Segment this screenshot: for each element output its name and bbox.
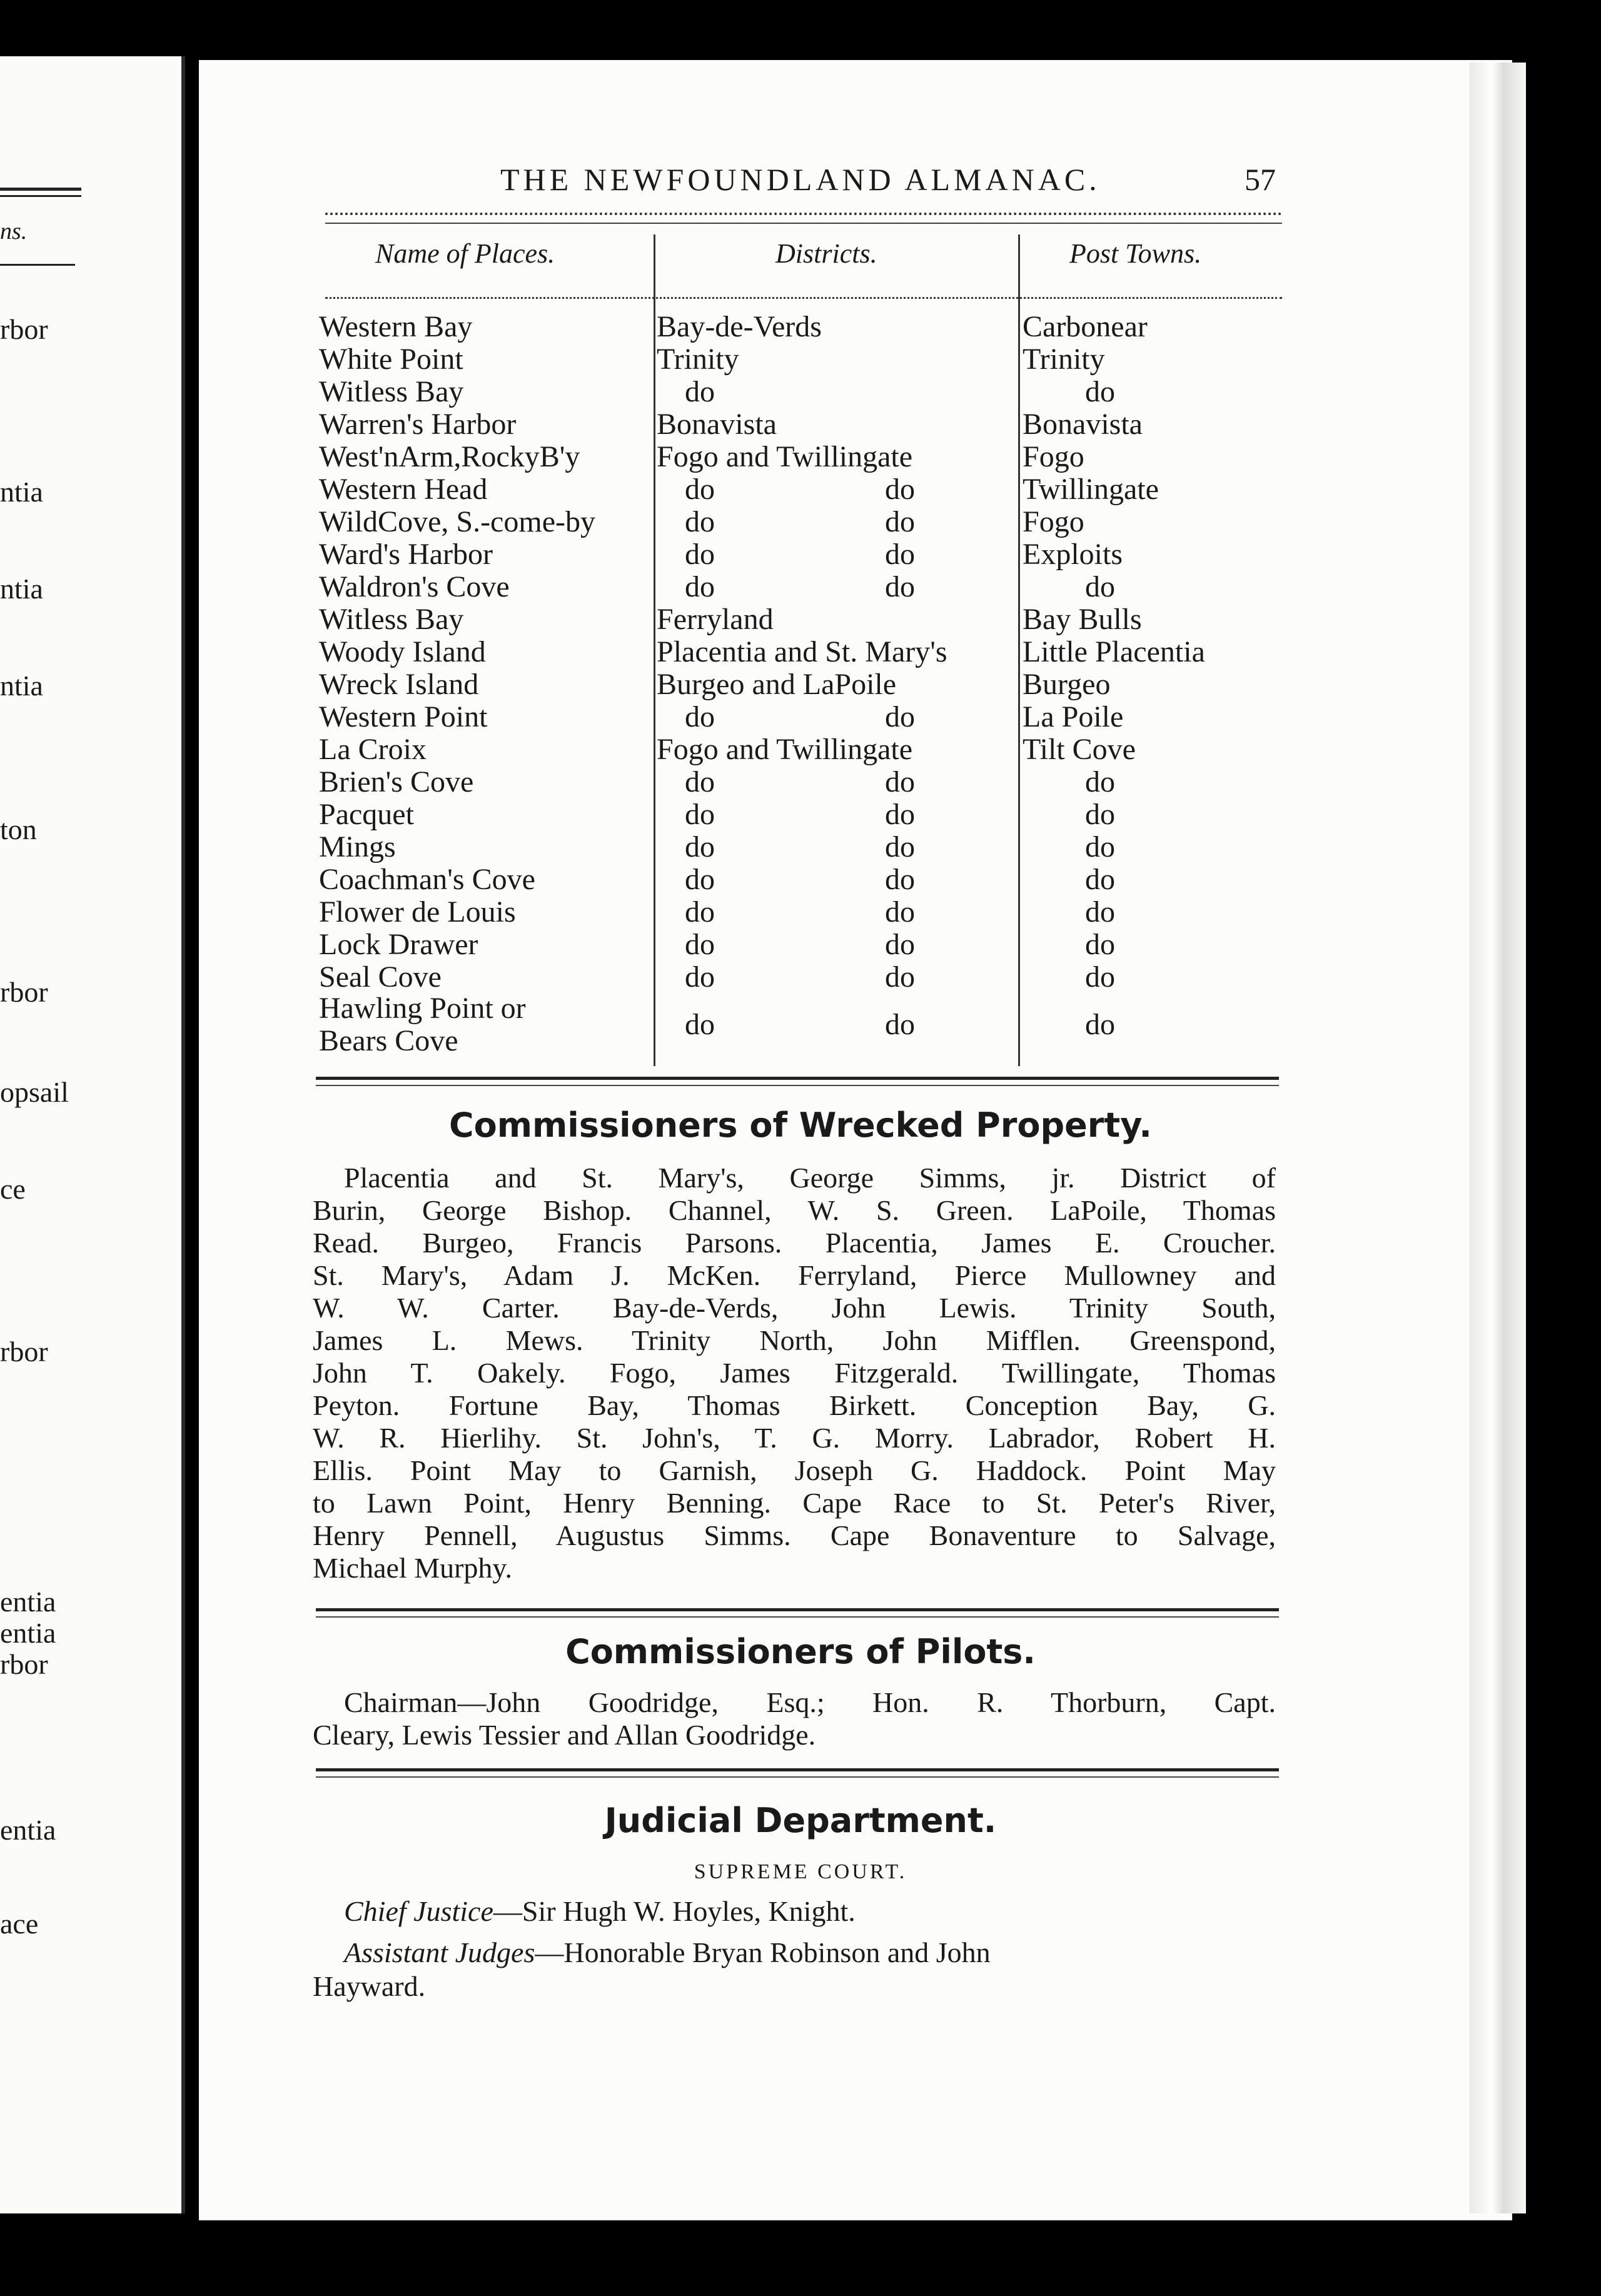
- district: Trinity: [657, 343, 739, 376]
- district: Bay-de-Verds: [657, 310, 822, 343]
- district: Placentia and St. Mary's: [657, 635, 947, 668]
- post-town: do: [1085, 798, 1115, 831]
- district: Bonavista: [657, 408, 777, 441]
- post-town: do: [1085, 830, 1115, 864]
- post-town: Fogo: [1023, 505, 1084, 538]
- left-fragment: rbor: [0, 313, 48, 345]
- wrecked-property-title: Commissioners of Wrecked Property.: [449, 1105, 1152, 1145]
- place-name: Bears Cove: [319, 1024, 458, 1057]
- column-divider: [1018, 234, 1020, 1066]
- left-rule: [0, 264, 75, 266]
- column-header-rule: [325, 297, 1282, 299]
- left-fragment: ace: [0, 1908, 39, 1940]
- assistant-judges-label: Assistant Judges: [344, 1936, 535, 1968]
- place-name: Witless Bay: [319, 375, 464, 408]
- left-fragment: entia: [0, 1617, 56, 1649]
- district: do: [685, 1008, 715, 1041]
- text-line: Placentia and St. Mary's, George Simms, jr. District of: [344, 1162, 1276, 1194]
- district: do: [685, 960, 715, 994]
- judicial-title: Judicial Department.: [604, 1801, 997, 1840]
- section-rule: [316, 1077, 1279, 1080]
- place-name: Waldron's Cove: [319, 570, 510, 603]
- section-rule: [316, 1085, 1279, 1086]
- post-town: do: [1085, 375, 1115, 408]
- left-fragment: entia: [0, 1814, 56, 1846]
- district: do: [885, 765, 915, 798]
- header-rule: [325, 223, 1282, 224]
- left-rule: [0, 188, 81, 191]
- left-fragment: entia: [0, 1586, 56, 1618]
- place-name: Hawling Point or: [319, 992, 526, 1025]
- column-header-districts: Districts.: [775, 238, 877, 269]
- wrecked-property-text: [313, 1162, 1276, 1584]
- text-line: Read. Burgeo, Francis Parsons. Placentia, James E. Croucher.: [313, 1227, 1276, 1259]
- district: do: [885, 928, 915, 961]
- facing-page: [0, 56, 185, 2213]
- place-name: Brien's Cove: [319, 765, 474, 798]
- district: do: [885, 830, 915, 864]
- chief-justice-entry: [313, 1895, 1276, 1928]
- post-town: do: [1085, 960, 1115, 994]
- post-town: do: [1085, 570, 1115, 603]
- place-name: Woody Island: [319, 635, 486, 668]
- district: Ferryland: [657, 603, 774, 636]
- district: do: [885, 798, 915, 831]
- place-name: Witless Bay: [319, 603, 464, 636]
- post-town: La Poile: [1023, 700, 1124, 733]
- text-line: James L. Mews. Trinity North, John Mifflen. Greenspond,: [313, 1324, 1276, 1356]
- text-line: St. Mary's, Adam J. McKen. Ferryland, Pierce Mullowney and: [313, 1259, 1276, 1291]
- section-rule: [316, 1768, 1279, 1771]
- district: Fogo and Twillingate: [657, 440, 913, 473]
- post-town: Carbonear: [1023, 310, 1148, 343]
- text-line: W. W. Carter. Bay-de-Verds, John Lewis. Trinity South,: [313, 1292, 1276, 1324]
- post-town: do: [1085, 765, 1115, 798]
- left-fragment: ton: [0, 813, 37, 845]
- district: do: [885, 538, 915, 571]
- district: do: [685, 830, 715, 864]
- post-town: Little Placentia: [1023, 635, 1205, 668]
- district: do: [885, 895, 915, 929]
- post-town: do: [1085, 1008, 1115, 1041]
- text-line: Michael Murphy.: [313, 1552, 512, 1584]
- place-name: West'nArm,RockyB'y: [319, 440, 580, 473]
- post-town: do: [1085, 928, 1115, 961]
- district: Burgeo and LaPoile: [657, 668, 897, 701]
- post-town: Fogo: [1023, 440, 1084, 473]
- page-edge: [1470, 63, 1526, 2213]
- left-fragment: ntia: [0, 476, 43, 508]
- post-town: Bay Bulls: [1023, 603, 1142, 636]
- chief-justice-text: —Sir Hugh W. Hoyles, Knight.: [493, 1895, 856, 1927]
- section-rule: [316, 1608, 1279, 1611]
- place-name: Wreck Island: [319, 668, 479, 701]
- left-fragment: ntia: [0, 670, 43, 702]
- left-fragment: rbor: [0, 1336, 48, 1367]
- text-line: Cleary, Lewis Tessier and Allan Goodridge.: [313, 1719, 816, 1751]
- district: do: [885, 1008, 915, 1041]
- district: do: [685, 863, 715, 896]
- post-town: Twillingate: [1023, 473, 1159, 506]
- section-rule: [316, 1616, 1279, 1618]
- header-rule: [325, 213, 1282, 215]
- place-name: Ward's Harbor: [319, 538, 493, 571]
- place-name: WildCove, S.-come-by: [319, 505, 595, 538]
- district: do: [885, 473, 915, 506]
- place-name: La Croix: [319, 733, 427, 766]
- supreme-court-subhead: SUPREME COURT.: [694, 1860, 907, 1883]
- text-line: Peyton. Fortune Bay, Thomas Birkett. Conception Bay, G.: [313, 1389, 1276, 1421]
- pilots-text: [313, 1686, 1276, 1751]
- left-rule: [0, 195, 81, 197]
- left-fragment: rbor: [0, 976, 48, 1008]
- district: do: [885, 700, 915, 733]
- place-name: Flower de Louis: [319, 895, 516, 929]
- left-fragment: opsail: [0, 1076, 69, 1108]
- text-line: Burin, George Bishop. Channel, W. S. Green. LaPoile, Thomas: [313, 1194, 1276, 1226]
- district: do: [685, 700, 715, 733]
- place-name: White Point: [319, 343, 463, 376]
- place-name: Western Head: [319, 473, 488, 506]
- column-divider: [654, 234, 655, 1066]
- district: do: [685, 570, 715, 603]
- column-header-post-towns: Post Towns.: [1069, 238, 1202, 269]
- left-fragment: ns.: [0, 218, 28, 244]
- page-number: 57: [1245, 162, 1276, 197]
- left-fragment: rbor: [0, 1648, 48, 1680]
- post-town: Burgeo: [1023, 668, 1111, 701]
- district: do: [685, 538, 715, 571]
- running-header: THE NEWFOUNDLAND ALMANAC.: [500, 162, 1101, 197]
- assistant-judges-entry: [313, 1936, 1276, 2003]
- post-town: Trinity: [1023, 343, 1105, 376]
- post-town: Exploits: [1023, 538, 1123, 571]
- text-line: Henry Pennell, Augustus Simms. Cape Bonaventure to Salvage,: [313, 1519, 1276, 1551]
- post-town: do: [1085, 895, 1115, 929]
- place-name: Seal Cove: [319, 960, 442, 994]
- section-rule: [316, 1776, 1279, 1778]
- place-name: Warren's Harbor: [319, 408, 517, 441]
- district: do: [685, 473, 715, 506]
- assistant-judges-text: —Honorable Bryan Robinson and John: [535, 1936, 991, 1968]
- place-name: Lock Drawer: [319, 928, 478, 961]
- district: do: [885, 863, 915, 896]
- text-line: Ellis. Point May to Garnish, Joseph G. Haddock. Point May: [313, 1454, 1276, 1486]
- place-name: Western Bay: [319, 310, 473, 343]
- district: do: [685, 375, 715, 408]
- post-town: Tilt Cove: [1023, 733, 1136, 766]
- district: Fogo and Twillingate: [657, 733, 913, 766]
- text-line: Chairman—John Goodridge, Esq.; Hon. R. Thorburn, Capt.: [344, 1686, 1276, 1718]
- post-town: Bonavista: [1023, 408, 1143, 441]
- chief-justice-label: Chief Justice: [344, 1895, 493, 1927]
- left-fragment: ce: [0, 1173, 26, 1205]
- text-line: W. R. Hierlihy. St. John's, T. G. Morry. Labrador, Robert H.: [313, 1422, 1276, 1454]
- place-name: Mings: [319, 830, 396, 864]
- left-fragment: ntia: [0, 573, 43, 605]
- district: do: [685, 765, 715, 798]
- place-name: Coachman's Cove: [319, 863, 535, 896]
- place-name: Western Point: [319, 700, 488, 733]
- pilots-title: Commissioners of Pilots.: [565, 1632, 1036, 1671]
- post-town: do: [1085, 863, 1115, 896]
- district: do: [685, 895, 715, 929]
- text-line: to Lawn Point, Henry Benning. Cape Race to St. Peter's River,: [313, 1487, 1276, 1519]
- column-header-places: Name of Places.: [375, 238, 555, 269]
- district: do: [685, 928, 715, 961]
- district: do: [685, 505, 715, 538]
- district: do: [685, 798, 715, 831]
- district: do: [885, 570, 915, 603]
- district: do: [885, 505, 915, 538]
- district: do: [885, 960, 915, 994]
- assistant-judges-text-cont: Hayward.: [313, 1970, 426, 2002]
- text-line: John T. Oakely. Fogo, James Fitzgerald. Twillingate, Thomas: [313, 1357, 1276, 1389]
- place-name: Pacquet: [319, 798, 414, 831]
